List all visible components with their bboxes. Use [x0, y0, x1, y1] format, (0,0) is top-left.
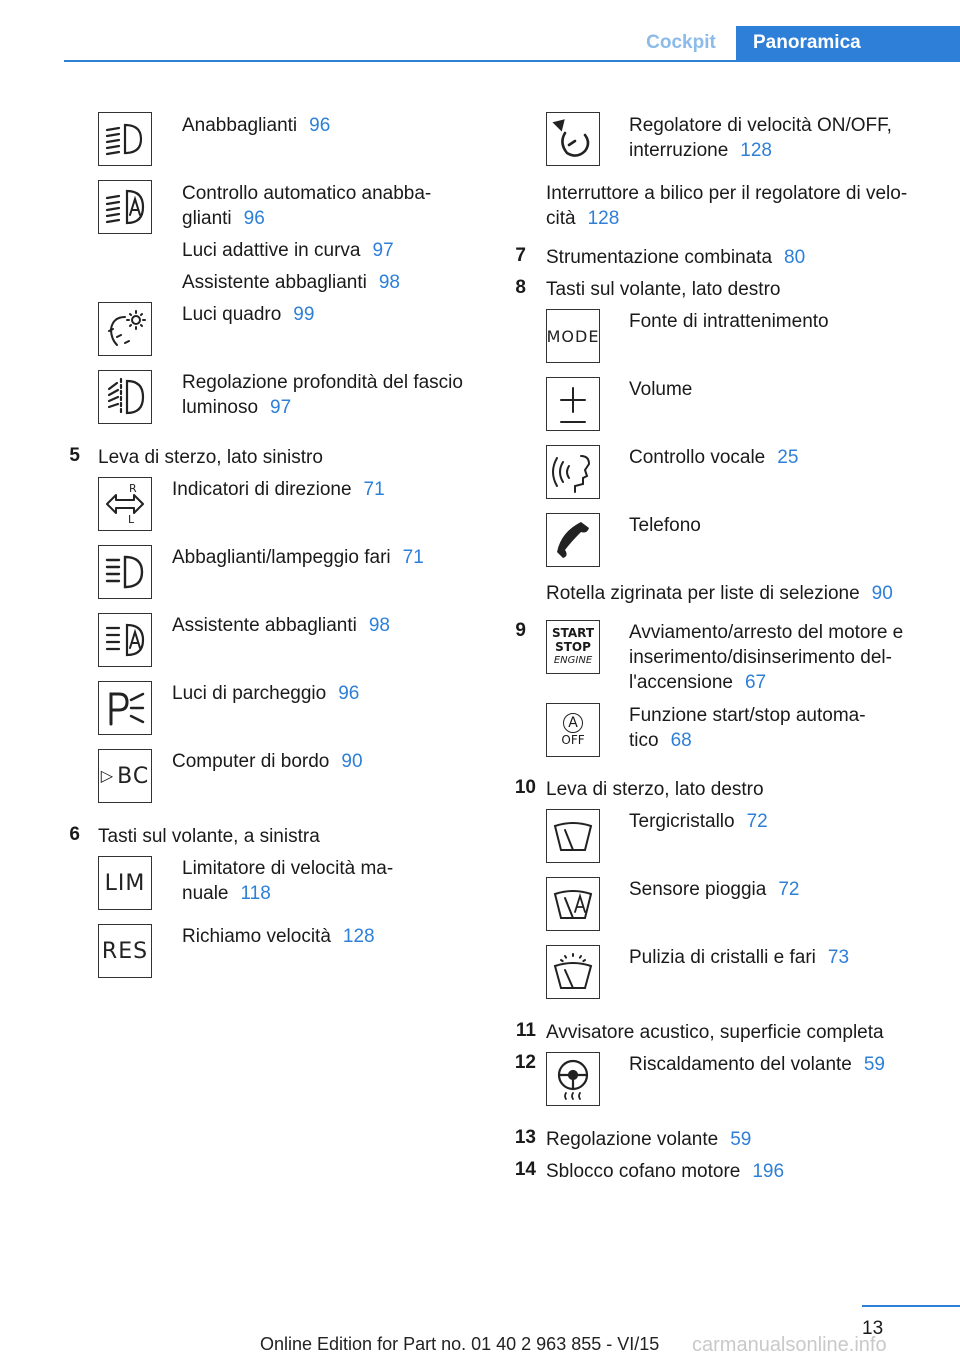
voice-control-label: Controllo vocale	[629, 447, 766, 468]
onboard-computer-icon-text: BC	[117, 763, 150, 789]
cruise-control-line2: interruzione	[629, 140, 729, 161]
headlight-range-line1: Regolazione profondità del fascio	[182, 372, 463, 393]
high-beam-assist-text	[182, 270, 400, 295]
high-beam-text	[172, 545, 424, 570]
auto-start-stop-icon-a: A	[563, 713, 583, 733]
instrument-lighting-icon	[98, 302, 152, 356]
page-link[interactable]: 59	[730, 1129, 752, 1150]
auto-headlight-text	[182, 181, 431, 231]
resume-speed-text	[182, 924, 375, 949]
adaptive-lights-text	[182, 238, 394, 263]
auto-headlight-line2: glianti	[182, 208, 232, 229]
resume-speed-icon	[98, 924, 152, 978]
page-link[interactable]: 96	[338, 683, 360, 704]
steering-heating-icon	[546, 1052, 600, 1106]
steering-heating-text	[629, 1052, 885, 1077]
engine-start-text	[629, 620, 903, 695]
section-title: Avvisatore acustico, superficie completa	[546, 1022, 884, 1043]
page-link[interactable]: 68	[670, 730, 692, 751]
engine-icon-text: ENGINE	[553, 655, 593, 666]
speed-limiter-icon-text: LIM	[104, 870, 146, 896]
turn-signal-label: Indicatori di direzione	[172, 479, 352, 500]
page-link[interactable]: 99	[293, 304, 315, 325]
onboard-computer-icon: ▷ BC	[98, 749, 152, 803]
page-link[interactable]: 196	[752, 1161, 785, 1182]
page-link[interactable]: 128	[740, 140, 772, 161]
steering-adjust-label: Regolazione volante	[546, 1129, 719, 1150]
low-beam-text	[182, 113, 330, 138]
speed-limiter-line2: nuale	[182, 883, 229, 904]
section-title	[546, 245, 805, 270]
rocker-switch-line1: Interruttore a bilico per il regolatore di velo-	[546, 183, 908, 204]
thumbwheel-label: Rotella zigrinata per liste di selezione	[546, 583, 860, 604]
headlight-range-text	[182, 370, 463, 420]
rain-sensor-label: Sensore pioggia	[629, 879, 767, 900]
washer-icon	[546, 945, 600, 999]
section-number: 9	[515, 620, 526, 641]
washer-text	[629, 945, 849, 970]
auto-start-stop-icon	[546, 703, 600, 757]
rocker-switch-line2: cità	[546, 208, 576, 229]
auto-start-stop-line1: Funzione start/stop automa-	[629, 705, 866, 726]
instrument-lighting-label: Luci quadro	[182, 304, 282, 325]
section-title: Tasti sul volante, a sinistra	[98, 826, 320, 847]
section-title: Tasti sul volante, lato destro	[546, 279, 781, 300]
resume-speed-label: Richiamo velocità	[182, 926, 331, 947]
stop-icon-text: STOP	[555, 640, 591, 654]
page-link[interactable]: 71	[363, 479, 385, 500]
section-number: 12	[514, 1052, 536, 1073]
page-link[interactable]: 98	[368, 615, 390, 636]
section-title	[546, 1159, 784, 1184]
high-beam-label: Abbaglianti/lampeggio fari	[172, 547, 391, 568]
rain-sensor-icon	[546, 877, 600, 931]
headlight-range-icon	[98, 370, 152, 424]
turn-signal-text	[172, 477, 385, 502]
cruise-control-line1: Regolatore di velocità ON/OFF,	[629, 115, 892, 136]
parking-light-label: Luci di parcheggio	[172, 683, 327, 704]
page-link[interactable]: 128	[587, 208, 620, 229]
speed-limiter-text	[182, 856, 393, 906]
steering-heating-label: Riscaldamento del volante	[629, 1054, 852, 1075]
edition-text: Online Edition for Part no. 01 40 2 963 855 - VI/15	[260, 1334, 660, 1354]
adaptive-lights-label: Luci adattive in curva	[182, 240, 361, 261]
resume-speed-icon-text: RES	[101, 938, 149, 964]
page-link[interactable]: 97	[372, 240, 394, 261]
tab-cockpit[interactable]: Cockpit	[646, 32, 716, 53]
entertainment-source-text: Fonte di intrattenimento	[629, 311, 829, 332]
footer-rule	[862, 1305, 960, 1307]
phone-text: Telefono	[629, 515, 701, 536]
watermark: carmanualsonline.info	[692, 1334, 887, 1356]
page-number: 13	[862, 1318, 884, 1339]
engine-start-line3: l'accensione	[629, 672, 733, 693]
wiper-text	[629, 809, 768, 834]
phone-icon	[546, 513, 600, 567]
onboard-computer-text	[172, 749, 363, 774]
section-title: Leva di sterzo, lato sinistro	[98, 447, 323, 468]
cruise-control-icon	[546, 112, 600, 166]
volume-icon	[546, 377, 600, 431]
svg-text:L: L	[128, 513, 135, 526]
speed-limiter-line1: Limitatore di velocità ma-	[182, 858, 394, 879]
parking-light-text	[172, 681, 359, 706]
cruise-control-text	[629, 113, 892, 163]
voice-control-icon	[546, 445, 600, 499]
onboard-computer-label: Computer di bordo	[172, 751, 330, 772]
svg-text:R: R	[129, 482, 137, 495]
section-number: 14	[514, 1159, 536, 1180]
header-rule	[64, 60, 960, 62]
high-beam-assist-icon	[98, 613, 152, 667]
high-beam-assist-label: Assistente abbaglianti	[182, 272, 367, 293]
headlight-range-line2: luminoso	[182, 397, 259, 418]
start-icon-text: START	[551, 626, 595, 640]
high-beam-assist-label-2: Assistente abbaglianti	[172, 615, 357, 636]
parking-light-icon	[98, 681, 152, 735]
section-number: 8	[515, 277, 526, 298]
high-beam-icon	[98, 545, 152, 599]
page-link[interactable]: 128	[342, 926, 375, 947]
page-link[interactable]: 59	[863, 1054, 885, 1075]
page-link[interactable]: 90	[871, 583, 893, 604]
volume-text: Volume	[629, 379, 693, 400]
page-link[interactable]: 80	[784, 247, 806, 268]
wiper-icon	[546, 809, 600, 863]
page-link[interactable]: 98	[378, 272, 400, 293]
page-link[interactable]: 71	[402, 547, 424, 568]
section-number: 10	[514, 777, 536, 798]
auto-start-stop-icon-off: OFF	[561, 733, 585, 747]
high-beam-assist-text-2	[172, 613, 390, 638]
page-link[interactable]: 96	[309, 115, 331, 136]
engine-start-line2: inserimento/disinserimento del-	[629, 647, 892, 668]
low-beam-icon	[98, 112, 152, 166]
tab-panoramica[interactable]: Panoramica	[736, 26, 960, 60]
washer-label: Pulizia di cristalli e fari	[629, 947, 816, 968]
turn-signal-icon	[98, 477, 152, 531]
section-number: 7	[515, 245, 526, 266]
section-number: 6	[69, 824, 80, 845]
page-link[interactable]: 25	[777, 447, 799, 468]
page-link[interactable]: 67	[744, 672, 767, 693]
wiper-label: Tergicristallo	[629, 811, 735, 832]
section-number: 11	[515, 1020, 536, 1041]
mode-button-icon	[546, 309, 600, 363]
auto-start-stop-text	[629, 703, 866, 753]
section-title: Leva di sterzo, lato destro	[546, 779, 764, 800]
section-number: 5	[69, 445, 80, 466]
instrument-lighting-text	[182, 302, 314, 327]
page-link[interactable]: 72	[778, 879, 800, 900]
auto-start-stop-line2: tico	[629, 730, 659, 751]
page-link[interactable]: 97	[270, 397, 292, 418]
start-stop-engine-icon	[546, 620, 600, 674]
page-link[interactable]: 118	[240, 883, 271, 904]
thumbwheel-text	[546, 581, 893, 606]
voice-control-text	[629, 445, 798, 470]
speed-limiter-icon	[98, 856, 152, 910]
section-number: 13	[514, 1127, 536, 1148]
rocker-switch-text	[546, 181, 907, 231]
auto-headlight-icon	[98, 180, 152, 234]
instrument-cluster-label: Strumentazione combinata	[546, 247, 773, 268]
page-link[interactable]: 90	[341, 751, 363, 772]
section-title	[546, 1127, 751, 1152]
rain-sensor-text	[629, 877, 799, 902]
hood-release-label: Sblocco cofano motore	[546, 1161, 741, 1182]
low-beam-label: Anabbaglianti	[182, 115, 298, 136]
mode-icon-text: MODE	[546, 326, 600, 346]
page-link[interactable]: 73	[827, 947, 850, 968]
page-link[interactable]: 96	[243, 208, 265, 229]
auto-headlight-line1: Controllo automatico anabba-	[182, 183, 432, 204]
engine-start-line1: Avviamento/arresto del motore e	[629, 622, 904, 643]
page-link[interactable]: 72	[746, 811, 768, 832]
